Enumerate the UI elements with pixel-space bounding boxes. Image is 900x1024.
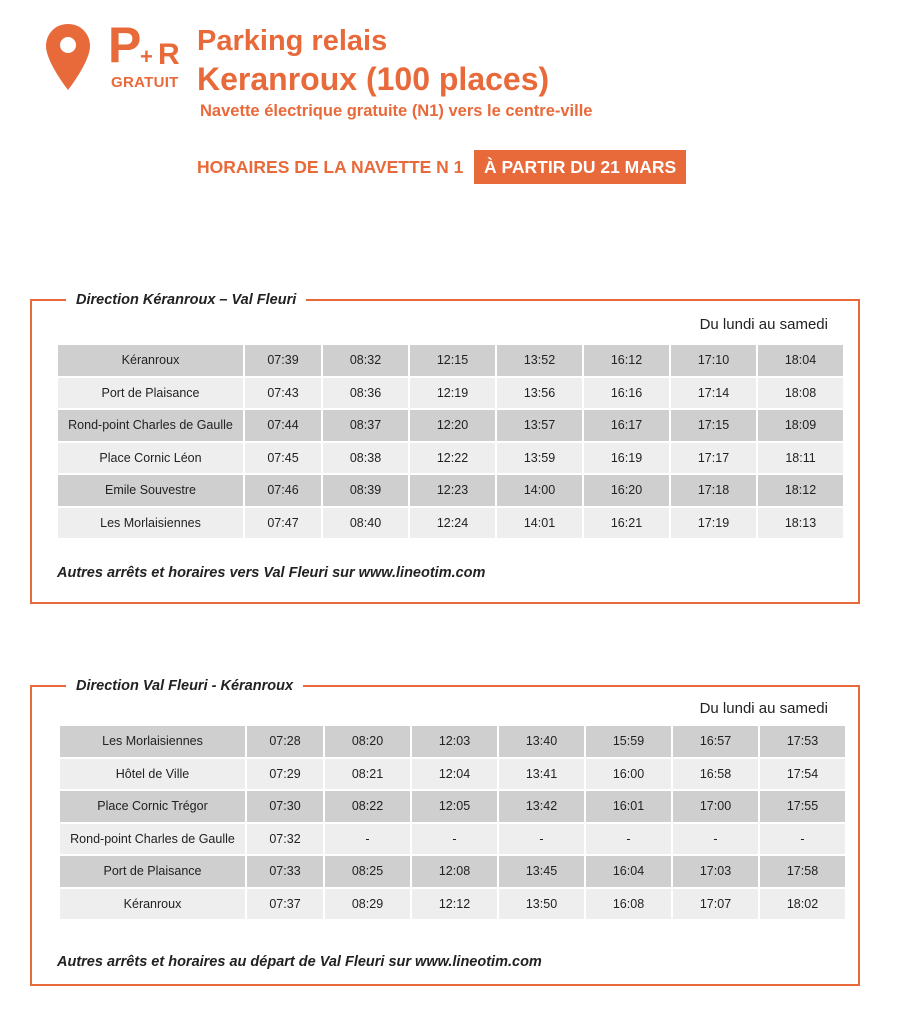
time-cell: 08:25 — [325, 856, 410, 887]
more-info-note: Autres arrêts et horaires vers Val Fleuri sur www.lineotim.com — [57, 565, 486, 581]
time-cell: 07:29 — [247, 759, 323, 790]
section-title: Direction Kéranroux – Val Fleuri — [66, 289, 306, 311]
time-cell: - — [760, 824, 845, 855]
time-cell: 12:15 — [410, 345, 495, 376]
time-cell: 08:29 — [325, 889, 410, 920]
page-title-line2: Keranroux (100 places) — [197, 61, 550, 97]
time-cell: 08:22 — [325, 791, 410, 822]
logo-gratuit: GRATUIT — [111, 74, 179, 91]
service-days: Du lundi au samedi — [699, 700, 828, 717]
time-cell: 17:15 — [671, 410, 756, 441]
time-cell: - — [499, 824, 584, 855]
time-cell: 07:43 — [245, 378, 321, 409]
time-cell: 17:53 — [760, 726, 845, 757]
time-cell: 18:09 — [758, 410, 843, 441]
time-cell: 17:55 — [760, 791, 845, 822]
stop-name: Rond-point Charles de Gaulle — [60, 824, 245, 855]
stop-name: Kéranroux — [58, 345, 243, 376]
map-pin-icon — [44, 22, 92, 92]
time-cell: 16:21 — [584, 508, 669, 539]
time-cell: 08:21 — [325, 759, 410, 790]
time-cell: 13:56 — [497, 378, 582, 409]
time-cell: 18:02 — [760, 889, 845, 920]
time-cell: 08:39 — [323, 475, 408, 506]
timetable — [58, 724, 847, 921]
time-cell: 12:03 — [412, 726, 497, 757]
stop-name: Emile Souvestre — [58, 475, 243, 506]
table-row — [60, 791, 845, 822]
stop-name: Rond-point Charles de Gaulle — [58, 410, 243, 441]
time-cell: 16:00 — [586, 759, 671, 790]
time-cell: 07:46 — [245, 475, 321, 506]
stop-name: Place Cornic Trégor — [60, 791, 245, 822]
table-row — [58, 443, 843, 474]
time-cell: 12:24 — [410, 508, 495, 539]
time-cell: 13:45 — [499, 856, 584, 887]
time-cell: 16:19 — [584, 443, 669, 474]
time-cell: 16:58 — [673, 759, 758, 790]
time-cell: 08:38 — [323, 443, 408, 474]
time-cell: 18:12 — [758, 475, 843, 506]
time-cell: 13:41 — [499, 759, 584, 790]
time-cell: 13:57 — [497, 410, 582, 441]
time-cell: 13:59 — [497, 443, 582, 474]
time-cell: 07:39 — [245, 345, 321, 376]
timetable-section-val-fleuri-keranroux — [30, 678, 860, 986]
stop-name: Port de Plaisance — [60, 856, 245, 887]
time-cell: 15:59 — [586, 726, 671, 757]
park-and-ride-logo — [108, 17, 188, 100]
time-cell: 14:00 — [497, 475, 582, 506]
stop-name: Les Morlaisiennes — [60, 726, 245, 757]
time-cell: 07:30 — [247, 791, 323, 822]
time-cell: 12:22 — [410, 443, 495, 474]
time-cell: 16:04 — [586, 856, 671, 887]
time-cell: 07:33 — [247, 856, 323, 887]
stop-name: Port de Plaisance — [58, 378, 243, 409]
time-cell: 18:11 — [758, 443, 843, 474]
time-cell: 17:18 — [671, 475, 756, 506]
time-cell: 17:07 — [673, 889, 758, 920]
stop-name: Hôtel de Ville — [60, 759, 245, 790]
time-cell: 16:12 — [584, 345, 669, 376]
table-row — [58, 508, 843, 539]
time-cell: - — [586, 824, 671, 855]
time-cell: 18:04 — [758, 345, 843, 376]
time-cell: 16:20 — [584, 475, 669, 506]
time-cell: 13:50 — [499, 889, 584, 920]
time-cell: 17:00 — [673, 791, 758, 822]
timetable — [56, 343, 845, 540]
time-cell: 12:19 — [410, 378, 495, 409]
table-row — [60, 759, 845, 790]
time-cell: 08:36 — [323, 378, 408, 409]
time-cell: 16:01 — [586, 791, 671, 822]
time-cell: 17:19 — [671, 508, 756, 539]
time-cell: 07:45 — [245, 443, 321, 474]
time-cell: 07:44 — [245, 410, 321, 441]
service-days: Du lundi au samedi — [699, 316, 828, 333]
table-row — [58, 378, 843, 409]
schedule-heading: HORAIRES DE LA NAVETTE N 1 — [197, 157, 464, 177]
stop-name: Les Morlaisiennes — [58, 508, 243, 539]
time-cell: 12:23 — [410, 475, 495, 506]
stop-name: Kéranroux — [60, 889, 245, 920]
table-row — [58, 410, 843, 441]
timetable-section-keranroux-val-fleuri — [30, 292, 860, 604]
logo-plus: + — [140, 44, 153, 69]
logo-r: R — [158, 38, 180, 71]
table-row — [60, 856, 845, 887]
time-cell: 07:37 — [247, 889, 323, 920]
table-row — [60, 824, 845, 855]
page-subtitle: Navette électrique gratuite (N1) vers le centre-ville — [200, 102, 593, 120]
time-cell: 13:42 — [499, 791, 584, 822]
stop-name: Place Cornic Léon — [58, 443, 243, 474]
time-cell: 07:32 — [247, 824, 323, 855]
time-cell: 12:05 — [412, 791, 497, 822]
time-cell: 12:12 — [412, 889, 497, 920]
time-cell: 17:03 — [673, 856, 758, 887]
section-title: Direction Val Fleuri - Kéranroux — [66, 675, 303, 697]
time-cell: 16:08 — [586, 889, 671, 920]
page-header — [0, 0, 900, 200]
time-cell: 07:28 — [247, 726, 323, 757]
table-row — [58, 475, 843, 506]
more-info-note: Autres arrêts et horaires au départ de Val Fleuri sur www.lineotim.com — [57, 954, 542, 970]
time-cell: 08:40 — [323, 508, 408, 539]
time-cell: 07:47 — [245, 508, 321, 539]
time-cell: 08:20 — [325, 726, 410, 757]
time-cell: 13:52 — [497, 345, 582, 376]
page-title-line1: Parking relais — [197, 25, 388, 57]
time-cell: 16:17 — [584, 410, 669, 441]
time-cell: 17:14 — [671, 378, 756, 409]
time-cell: 17:10 — [671, 345, 756, 376]
time-cell: 17:17 — [671, 443, 756, 474]
time-cell: 08:32 — [323, 345, 408, 376]
time-cell: 12:08 — [412, 856, 497, 887]
time-cell: 17:58 — [760, 856, 845, 887]
time-cell: - — [673, 824, 758, 855]
time-cell: 18:08 — [758, 378, 843, 409]
schedule-date-badge: À PARTIR DU 21 MARS — [474, 150, 686, 184]
time-cell: - — [412, 824, 497, 855]
time-cell: 16:16 — [584, 378, 669, 409]
table-row — [58, 345, 843, 376]
time-cell: - — [325, 824, 410, 855]
time-cell: 12:04 — [412, 759, 497, 790]
time-cell: 18:13 — [758, 508, 843, 539]
time-cell: 14:01 — [497, 508, 582, 539]
time-cell: 13:40 — [499, 726, 584, 757]
time-cell: 16:57 — [673, 726, 758, 757]
time-cell: 08:37 — [323, 410, 408, 441]
time-cell: 17:54 — [760, 759, 845, 790]
table-row — [60, 726, 845, 757]
table-row — [60, 889, 845, 920]
logo-p: P — [108, 17, 140, 73]
time-cell: 12:20 — [410, 410, 495, 441]
